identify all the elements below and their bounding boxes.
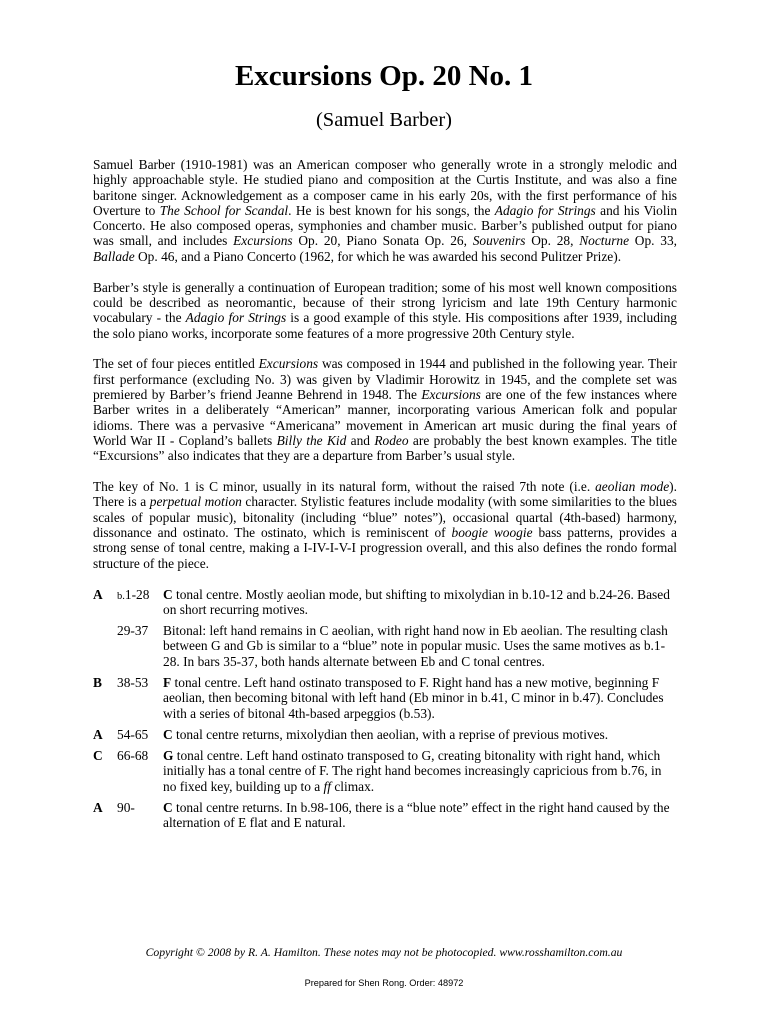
- copyright-footer: Copyright © 2008 by R. A. Hamilton. These notes may not be photocopied. www.rosshamilton.com.au: [145, 946, 623, 959]
- section-letter: C: [93, 748, 103, 764]
- section-bars: 38-53: [117, 674, 149, 690]
- section-description: C tonal centre. Mostly aeolian mode, but shifting to mixolydian in b.10-12 and b.24-26. Based on short recurring motives.: [163, 586, 670, 617]
- section-row: [93, 748, 677, 794]
- section-row: [93, 727, 677, 742]
- form-structure-list: [93, 587, 677, 831]
- section-bars: 29-37: [117, 623, 149, 639]
- section-row: [93, 800, 677, 831]
- section-letter: A: [93, 586, 103, 602]
- section-letter: B: [93, 674, 102, 690]
- section-description: C tonal centre returns, mixolydian then aeolian, with a reprise of previous motives.: [163, 726, 609, 742]
- section-row: [93, 623, 677, 669]
- order-notice: Prepared for Shen Rong. Order: 48972: [304, 978, 464, 988]
- section-bars: 54-65: [117, 726, 149, 742]
- section-letter: A: [93, 800, 103, 816]
- page-subtitle: (Samuel Barber): [315, 109, 453, 131]
- section-letter: A: [93, 726, 103, 742]
- paragraph-style: Barber’s style is generally a continuation of European tradition; some of his most well known compositions could be described as neoromantic, because of their strong lyricism and late 19th Century harmonic vocabulary - the Adagio for Strings is a good example of this style. His compositions after 1939, including the solo piano works, incorporate some features of a more progressive 20th Century style.: [93, 279, 677, 341]
- page-title: Excursions Op. 20 No. 1: [234, 60, 534, 92]
- section-bars: 66-68: [117, 748, 149, 764]
- document-body: [93, 157, 677, 837]
- section-description: F tonal centre. Left hand ostinato transposed to F. Right hand has a new motive, beginning F aeolian, then becoming bitonal with left hand (Eb minor in b.41, C minor in b.47). Concludes with a series of bitonal 4th-based arpeggios (b.53).: [163, 674, 664, 721]
- section-row: [93, 587, 677, 618]
- section-description: Bitonal: left hand remains in C aeolian, with right hand now in Eb aeolian. The resulting clash between G and Gb is similar to a “blue” note in popular music. Uses the same motives as b.1-28. In bars 35-37, both hands alternate between Eb and C tonal centres.: [163, 623, 668, 669]
- section-bars: b.1-28: [117, 586, 150, 602]
- paragraph-analysis: The key of No. 1 is C minor, usually in its natural form, without the raised 7th note (i.e. aeolian mode). There is a perpetual motion character. Stylistic features include modality (with some similarities to the blues scales of popular music), bitonality (including “blue” notes”), occasional quartal (4th-based) harmony, dissonance and ostinato. The ostinato, which is reminiscent of boogie woogie bass patterns, provides a strong sense of tonal centre, making a I-IV-I-V-I progression overall, and this also defines the rondo formal structure of the piece.: [93, 479, 677, 571]
- section-row: [93, 675, 677, 721]
- section-letter: [93, 623, 117, 669]
- paragraph-history: The set of four pieces entitled Excursions was composed in 1944 and published in the following year. Their first performance (excluding No. 3) was given by Vladimir Horowitz in 1945, and the complete set was premiered by Barber’s friend Jeanne Behrend in 1948. The Excursions are one of the few instances where Barber writes in a deliberately “American” manner, incorporating various American folk and popular idioms. There was a pervasive “Americana” movement in American art music during the final years of World War II - Copland’s ballets Billy the Kid and Rodeo are probably the best known examples. The title “Excursions” also indicates that they are a departure from Barber’s usual style.: [93, 356, 678, 464]
- section-description: C tonal centre returns. In b.98-106, there is a “blue note” effect in the right hand caused by the alternation of E flat and E natural.: [163, 800, 670, 831]
- paragraph-biography: Samuel Barber (1910-1981) was an American composer who generally wrote in a strongly melodic and highly approachable style. He studied piano and composition at the Curtis Institute, and was also a fine baritone singer. Acknowledgement as a composer came in his early 20s, with the first performance of his Overture to The School for Scandal. He is best known for his songs, the Adagio for Strings and his Violin Concerto. He also composed operas, symphonies and chamber music. Barber’s published output for piano was small, and includes Excursions Op. 20, Piano Sonata Op. 26, Souvenirs Op. 28, Nocturne Op. 33, Ballade Op. 46, and a Piano Concerto (1962, for which he was awarded his second Pulitzer Prize).: [93, 157, 678, 264]
- section-bars: 90-: [117, 800, 135, 816]
- section-description: G tonal centre. Left hand ostinato transposed to G, creating bitonality with right hand, which initially has a tonal centre of F. The right hand becomes increasingly capricious from b.76, in no fixed key, building up to a ff climax.: [163, 748, 662, 794]
